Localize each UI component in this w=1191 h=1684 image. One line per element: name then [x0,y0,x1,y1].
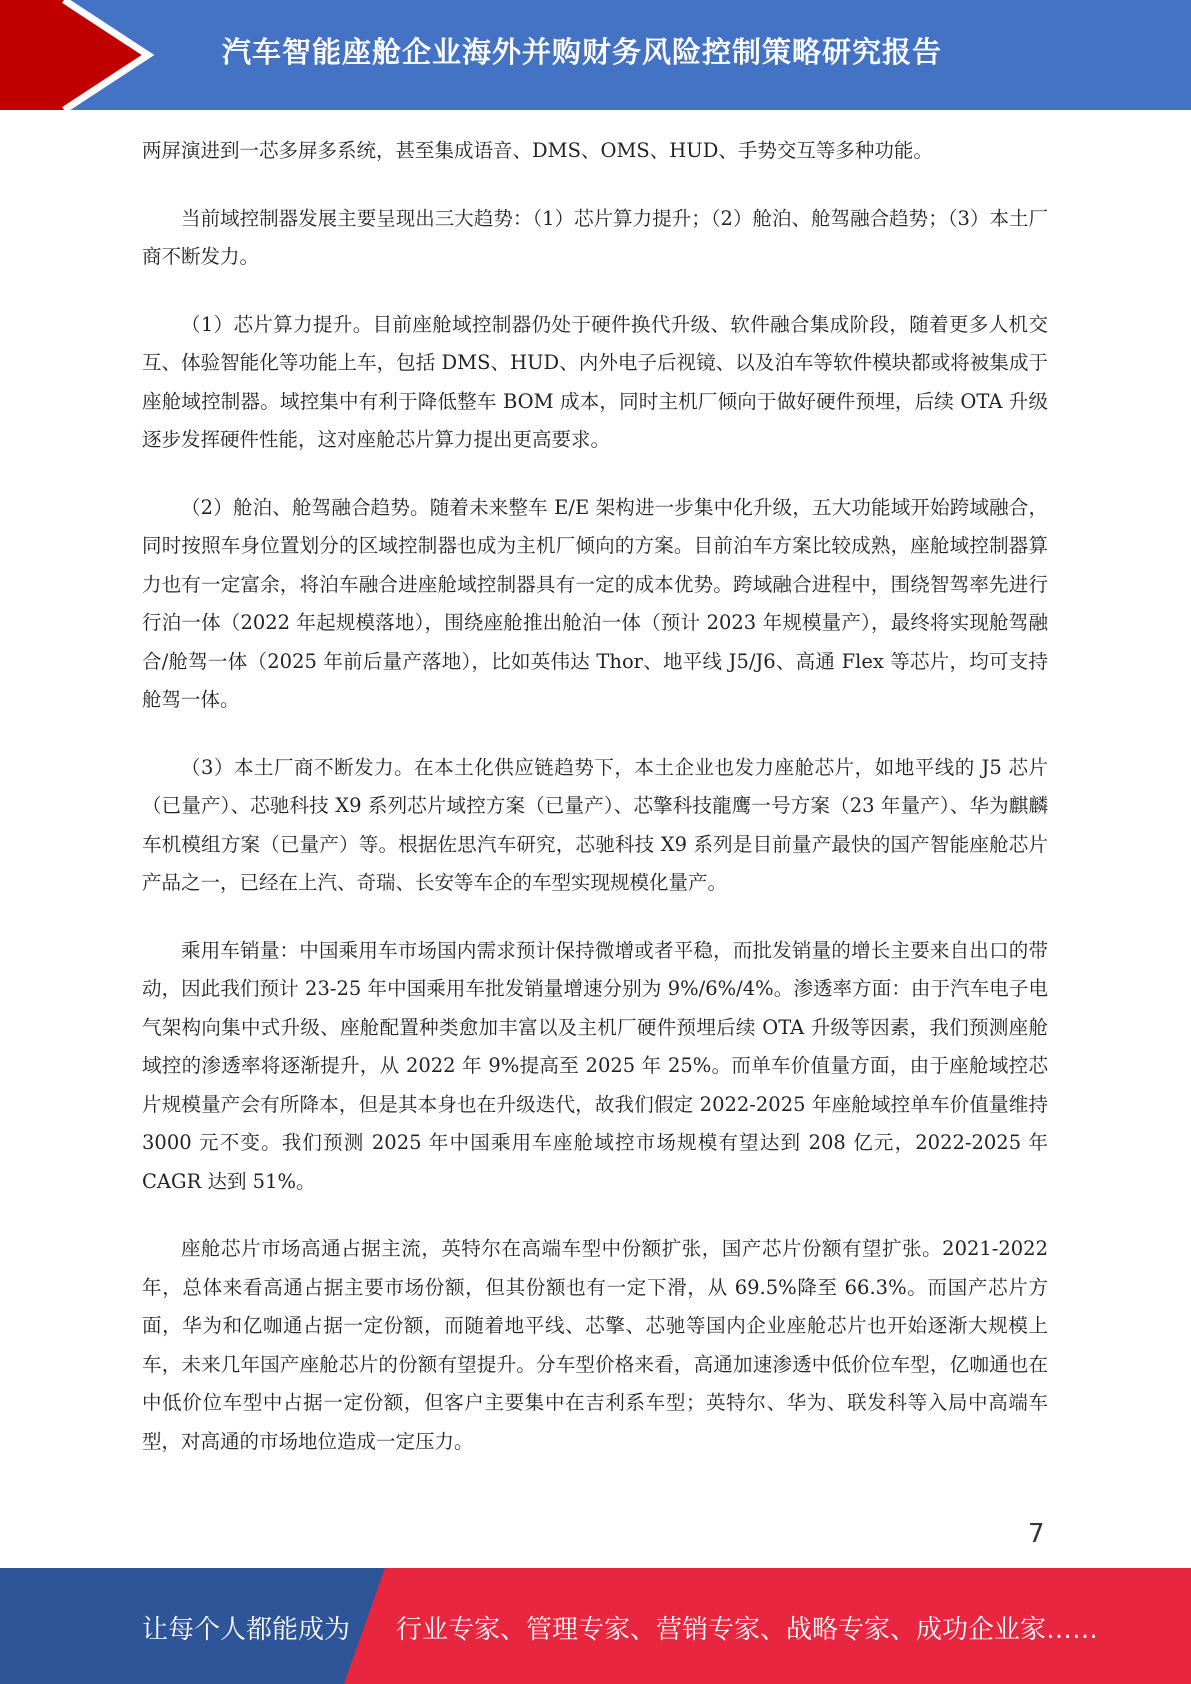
page-footer [0,1568,1191,1684]
paragraph-passenger-car-sales: 乘用车销量：中国乘用车市场国内需求预计保持微增或者平稳，而批发销量的增长主要来自出口的带动，因此我们预计 23-25 年中国乘用车批发销量增速分别为 9%/6%/4%。渗透率方面：由于汽车电子电气架构向集中式升级、座舱配置种类愈加丰富以及主机厂硬件预埋后续 OTA 升级等因素，我们预测座舱域控的渗透率将逐渐提升，从 2022 年 9%提高至 2025 年 25%。而单车价值量方面，由于座舱域控芯片规模量产会有所降本，但是其本身也在升级迭代，故我们假定 2022-2025 年座舱域控单车价值量维持 3000 元不变。我们预测 2025 年中国乘用车座舱域控市场规模有望达到 208 亿元，2022-2025 年 CAGR 达到 51%。 [142,938,1048,1193]
page-number: 7 [1028,1519,1045,1549]
footer-slogan-right: 行业专家、管理专家、营销专家、战略专家、成功企业家…… [396,1615,1099,1645]
header-red-chevron [0,0,148,110]
paragraph-trend-1: （1）芯片算力提升。目前座舱域控制器仍处于硬件换代升级、软件融合集成阶段，随着更多人机交互、体验智能化等功能上车，包括 DMS、HUD、内外电子后视镜、以及泊车等软件模块都或将被集成于座舱域控制器。域控集中有利于降低整车 BOM 成本，同时主机厂倾向于做好硬件预埋，后续 OTA 升级逐步发挥硬件性能，这对座舱芯片算力提出更高要求。 [142,312,1048,451]
paragraph-trend-2: （2）舱泊、舱驾融合趋势。随着未来整车 E/E 架构进一步集中化升级，五大功能域开始跨域融合，同时按照车身位置划分的区域控制器也成为主机厂倾向的方案。目前泊车方案比较成熟，座舱域控制器算力也有一定富余，将泊车融合进座舱域控制器具有一定的成本优势。跨域融合进程中，围绕智驾率先进行行泊一体（2022 年起规模落地），围绕座舱推出舱泊一体（预计 2023 年规模量产），最终将实现舱驾融合/舱驾一体（2025 年前后量产落地），比如英伟达 Thor、地平线 J5/J6、高通 Flex 等芯片，均可支持舱驾一体。 [142,495,1048,711]
header-title: 汽车智能座舱企业海外并购财务风险控制策略研究报告 [222,35,943,69]
body-text [142,132,1048,1490]
paragraph-continuation: 两屏演进到一芯多屏多系统，甚至集成语音、DMS、OMS、HUD、手势交互等多种功能。 [142,139,933,162]
paragraph-trend-3: （3）本土厂商不断发力。在本土化供应链趋势下，本土企业也发力座舱芯片，如地平线的 J5 芯片（已量产）、芯驰科技 X9 系列芯片域控方案（已量产）、芯擎科技龍鹰一号方案（23 年量产）、华为麒麟车机模组方案（已量产）等。根据佐思汽车研究，芯驰科技 X9 系列是目前量产最快的国产智能座舱芯片产品之一，已经在上汽、奇瑞、长安等车企的车型实现规模化量产。 [142,755,1048,894]
page-header [0,0,1191,110]
footer-slogan-left: 让每个人都能成为 [142,1615,351,1645]
paragraph-trends-intro: 当前域控制器发展主要呈现出三大趋势：（1）芯片算力提升；（2）舱泊、舱驾融合趋势；（3）本土厂商不断发力。 [142,206,1048,268]
paragraph-chip-market: 座舱芯片市场高通占据主流，英特尔在高端车型中份额扩张，国产芯片份额有望扩张。2021-2022 年，总体来看高通占据主要市场份额，但其份额也有一定下滑，从 69.5%降至 66.3%。而国产芯片方面，华为和亿咖通占据一定份额，而随着地平线、芯擎、芯驰等国内企业座舱芯片也开始逐渐大规模上车，未来几年国产座舱芯片的份额有望提升。分车型价格来看，高通加速渗透中低价位车型，亿咖通也在中低价位车型中占据一定份额，但客户主要集中在吉利系车型；英特尔、华为、联发科等入局中高端车型，对高通的市场地位造成一定压力。 [142,1237,1048,1453]
